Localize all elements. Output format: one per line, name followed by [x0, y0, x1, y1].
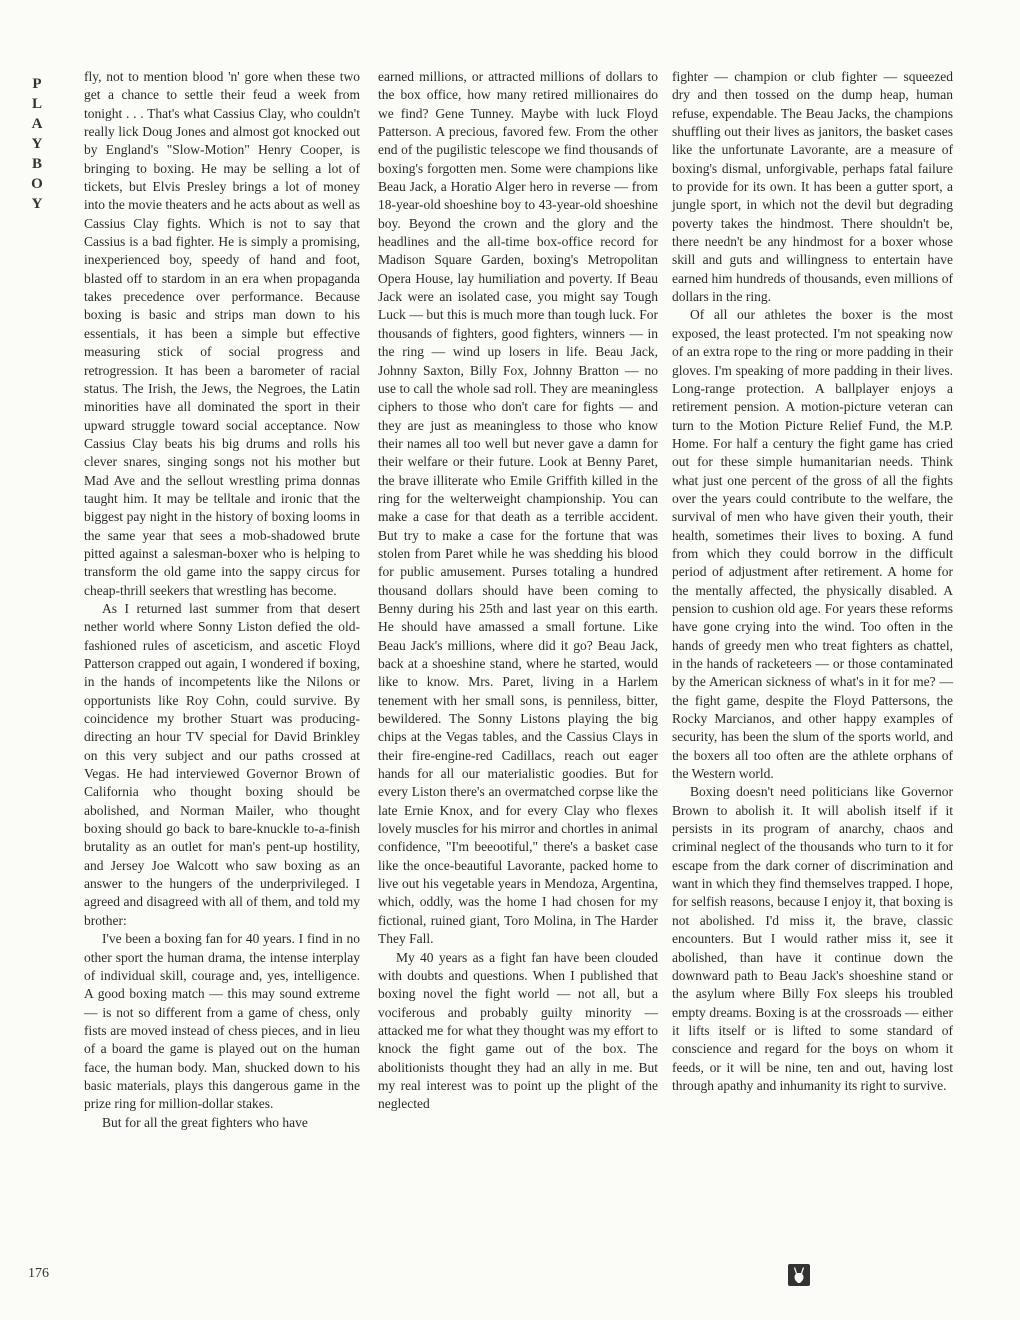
- masthead-letter: Y: [31, 136, 43, 152]
- page-number: 176: [28, 1266, 49, 1281]
- article-paragraph: fighter — champion or club fighter — squeezed dry and then tossed on the dump heap, human refuse, expendable. The Beau Jacks, the champions shuffling out their lives as janitors, the basket cases like the unfortunate Lavorante, are a measure of boxing's dismal, unforgivable, perhaps fatal failure to provide for its own. It has been a gutter sport, a jungle sport, in which not the devil but degrading poverty takes the hindmost. There shouldn't be, there needn't be any hindmost for a boxer whose skill and guts and willingness to entertain have earned him hundreds of thousands, even millions of dollars in the ring.: [672, 69, 953, 305]
- article-column-2: [378, 68, 658, 1114]
- masthead-letter: O: [31, 176, 43, 192]
- article-column-3: [672, 68, 953, 1095]
- masthead-letter: B: [31, 156, 42, 172]
- article-column-1: [84, 68, 360, 1132]
- masthead-letter: A: [31, 116, 43, 132]
- article-paragraph: Boxing doesn't need politicians like Governor Brown to abolish it. It will abolish itself if it persists in its program of anarchy, chaos and criminal neglect of the thousands who turn to it for escape from the dark corner of discrimination and want in which they find themselves trapped. I hope, for selfish reasons, because I enjoy it, that boxing is not abolished. I'd miss it, the brave, classic encounters. But I would rather miss it, see it abolished, than have it continue down the downward path to Beau Jack's shoeshine stand or the asylum where Billy Fox sleeps his troubled empty dreams. Boxing is at the crossroads — either it lifts itself or is lifted to some standard of conscience and regard for the boys on whom it feeds, or it will be nine, ten and out, having lost through apathy and inhumanity its right to survive.: [672, 784, 953, 1093]
- article-paragraph: I've been a boxing fan for 40 years. I find in no other sport the human drama, the intense interplay of individual skill, courage and, yes, intelligence. A good boxing match — this may sound extreme — is not so different from a game of chess, only fists are moved instead of chess pieces, and in lieu of a board the game is played out on the human face, the human body. Man, shucked down to his basic materials, plays this dangerous game in the prize ring for million-dollar stakes.: [84, 931, 360, 1112]
- article-paragraph: My 40 years as a fight fan have been clouded with doubts and questions. When I published that boxing novel the fight world — not all, but a vociferous and probably guilty minority — attacked me for what they thought was my effort to knock the fight game out of the box. The abolitionists thought they had an ally in me. But my real interest was to point up the plight of the neglected: [378, 949, 658, 1112]
- masthead-letter: P: [32, 76, 42, 92]
- article-paragraph: earned millions, or attracted millions of dollars to the box office, how many retired millionaires do we find? Gene Tunney. Maybe with luck Floyd Patterson. A precious, favored few. From the other end of the pugilistic telescope we find thousands of boxing's forgotten men. Some were champions like Beau Jack, a Horatio Alger hero in reverse — from 18-year-old shoeshine boy to 43-year-old shoeshine boy. Beyond the crown and the glory and the headlines and the all-time box-office record for Madison Square Garden, boxing's Metropolitan Opera House, lay humiliation and poverty. If Beau Jack were an isolated case, you might say Tough Luck — but this is much more than tough luck. For thousands of fighters, good fighters, winners — in the ring — wind up losers in life. Beau Jack, Johnny Saxton, Billy Fox, Johnny Bratton — no use to call the whole sad roll. They are meaningless ciphers to those who don't care for fights — and they are just as meaningless to those who know their names all too well but never gave a damn for their welfare or their future. Look at Benny Paret, the brave illiterate who Emile Griffith killed in the ring for the welterweight championship. You can make a case for that death as a terrible accident. But try to make a case for the fortune that was stolen from Paret while he was shedding his blood for public amusement. Purses totaling a hundred thousand dollars should have been coming to Benny during his 25th and last year on this earth. He should have amassed a small fortune. Like Beau Jack's millions, where did it go? Beau Jack, back at a shoeshine stand, where he started, would like to know. Mrs. Paret, living in a Harlem tenement with her small sons, is penniless, bitter, bewildered. The Sonny Listons playing the big chips at the Vegas tables, and the Cassius Clays in their fire-engine-red Cadillacs, reach out eager hands for all our materialistic goodies. But for every Liston there's an overmatched corpse like the late Ernie Knox, and for every Clay who flexes lovely muscles for his mirror and chortles in animal confidence, "I'm beeootiful," there's a basket case like the once-beautiful Lavorante, packed home to live out his vegetable years in Mendoza, Argentina, which, oddly, was the home I had chosen for my fictional, ruined giant, Toro Molina, in The Harder They Fall.: [378, 69, 658, 947]
- masthead-letter: L: [31, 96, 42, 112]
- masthead-letter: Y: [31, 196, 43, 212]
- article-paragraph: fly, not to mention blood 'n' gore when these two get a chance to settle their feud a week from tonight . . . That's what Cassius Clay, who couldn't really lick Doug Jones and almost got knocked out by England's "Slow-Motion" Henry Cooper, is bringing to boxing. He may be selling a lot of tickets, but Elvis Presley brings a lot of money into the movie theaters and he acts about as well as Cassius Clay fights. Which is not to say that Cassius is a bad fighter. He is simply a promising, inexperienced boy, speedy of hand and foot, blasted off to stardom in an era when propaganda takes precedence over performance. Because boxing is basic and strips man down to his essentials, it has been a simple but effective measuring stick of social progress and retrogression. It has been a barometer of racial status. The Irish, the Jews, the Negroes, the Latin minorities have all dominated the sport in their upward struggle toward social acceptance. Now Cassius Clay beats his big drums and rolls his clever snares, singing songs not his mother but Mad Ave and the sellout wrestling prima donnas taught him. It may be telltale and ironic that the biggest pay night in the history of boxing looms in the same year that sees a mob-shadowed brute pitted against a salesman-boxer who is helping to transform the old game into the sappy circus for cheap-thrill seekers that wrestling has become.: [84, 69, 360, 598]
- rabbit-head-icon: [792, 1267, 806, 1283]
- article-paragraph: But for all the great fighters who have: [102, 1114, 308, 1130]
- article-paragraph: Of all our athletes the boxer is the most exposed, the least protected. I'm not speaking now of an extra rope to the ring or more padding in their gloves. I'm speaking of more padding in their lives. Long-range protection. A ballplayer enjoys a retirement pension. A motion-picture veteran can turn to the Motion Picture Relief Fund, the M.P. Home. For half a century the fight game has cried out for these simple humanitarian needs. Think what just one percent of the gross of all the fights over the years could contribute to the welfare, the survival of men who have given their youth, their health, sometimes their lives to boxing. A fund from which they could borrow in the difficult period of adjustment after retirement. A home for the mentally affected, the physically disabled. A pension to cushion old age. For years these reforms have gone crying into the wind. Too often in the hands of greedy men who treat fighters as chattel, in the hands of racketeers — or those contaminated by the American sickness of what's in it for me? — the fight game, despite the Floyd Pattersons, the Rocky Marcianos, and other happy examples of security, has been the slum of the sports world, and the boxers all too often are the athlete orphans of the Western world.: [672, 307, 953, 782]
- playboy-rabbit-icon: [788, 1264, 810, 1286]
- article-paragraph: As I returned last summer from that desert nether world where Sonny Liston defied the old-fashioned rules of asceticism, and ascetic Floyd Patterson crapped out again, I wondered if boxing, in the hands of incompetents like the Nilons or opportunists like Roy Cohn, could survive. By coincidence my brother Stuart was producing-directing an hour TV special for David Brinkley on this very subject and our paths crossed at Vegas. He had interviewed Governor Brown of California who thought boxing should be abolished, and Norman Mailer, who thought boxing should go back to bare-knuckle to-a-finish brutality as an outlet for man's pent-up hostility, and Jersey Joe Walcott who saw boxing as an answer to the hungers of the underprivileged. I agreed and disagreed with all of them, and told my brother:: [84, 600, 360, 928]
- masthead-playboy: [30, 74, 44, 214]
